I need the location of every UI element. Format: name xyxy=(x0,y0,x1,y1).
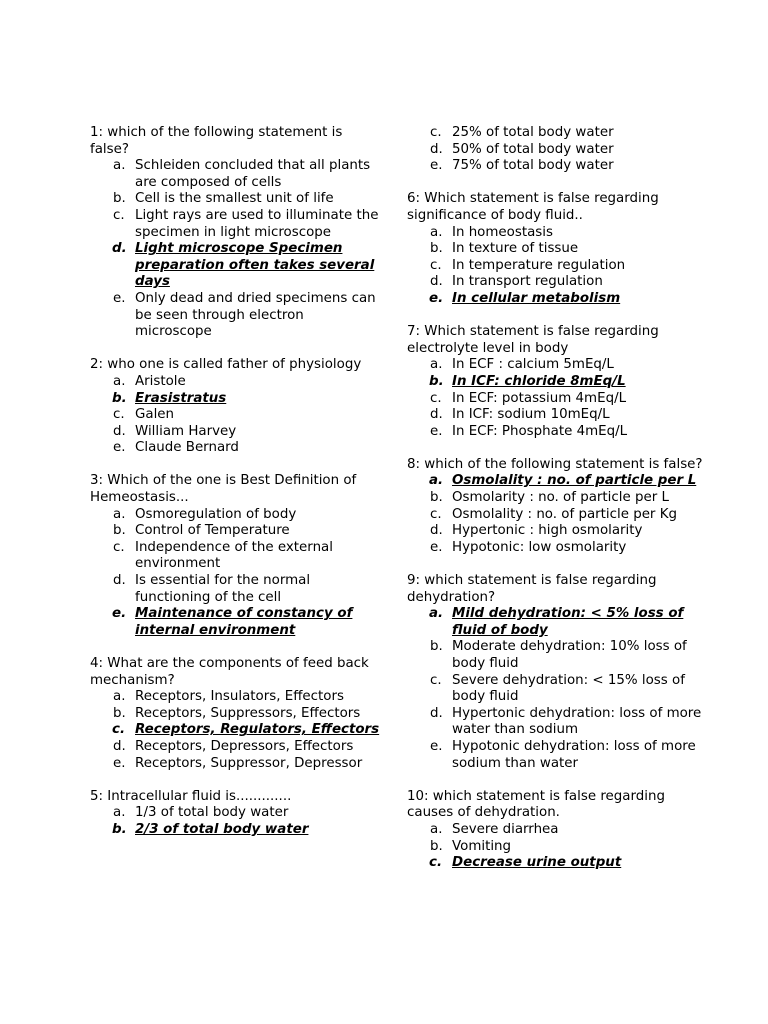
answer-option xyxy=(90,507,380,524)
option-text: Hypotonic dehydration: loss of more sodium than water xyxy=(452,738,696,771)
answer-option xyxy=(407,507,707,524)
answer-option-correct xyxy=(407,374,707,391)
answer-option-correct xyxy=(90,822,380,839)
option-text: Osmoregulation of body xyxy=(135,506,297,522)
answer-option xyxy=(90,440,380,457)
question-stem: 9: which statement is false regarding dehydration? xyxy=(407,573,657,605)
option-text: Hypertonic dehydration: loss of more water than sodium xyxy=(452,705,702,738)
option-text: Severe diarrhea xyxy=(452,821,559,837)
option-letter: b. xyxy=(430,490,443,506)
option-letter: e. xyxy=(113,290,126,306)
option-text: Erasistratus xyxy=(135,390,227,406)
option-letter: d. xyxy=(113,573,126,589)
answer-option xyxy=(90,191,380,208)
answer-option-correct xyxy=(90,391,380,408)
question-block xyxy=(407,191,707,307)
question-stem: 7: Which statement is false regarding electrolyte level in body xyxy=(407,324,659,356)
option-letter: b. xyxy=(113,523,126,539)
option-text: In temperature regulation xyxy=(452,257,626,273)
question-stem: 8: which of the following statement is false? xyxy=(407,456,703,472)
option-letter: c. xyxy=(430,390,442,406)
answer-option xyxy=(90,573,380,606)
option-text: In ICF: sodium 10mEq/L xyxy=(452,407,610,423)
question-block xyxy=(90,125,380,341)
option-text: In ECF: Phosphate 4mEq/L xyxy=(452,423,628,439)
answer-option xyxy=(407,822,707,839)
option-letter: a. xyxy=(113,506,126,522)
option-text: Control of Temperature xyxy=(135,523,290,539)
option-letter: e. xyxy=(429,290,444,306)
answer-option xyxy=(407,490,707,507)
option-text: 75% of total body water xyxy=(452,158,614,174)
answer-option xyxy=(407,639,707,672)
question-block xyxy=(90,789,380,839)
option-letter: a. xyxy=(113,373,126,389)
option-letter: c. xyxy=(430,257,442,273)
option-text: Receptors, Suppressors, Effectors xyxy=(135,705,361,721)
option-text: Osmolality : no. of particle per L xyxy=(452,473,697,489)
option-letter: a. xyxy=(429,473,444,489)
option-text: Galen xyxy=(135,407,175,423)
answer-option xyxy=(90,540,380,573)
answer-option-correct xyxy=(407,291,707,308)
option-letter: b. xyxy=(112,821,127,837)
answer-option xyxy=(90,706,380,723)
answer-option xyxy=(90,407,380,424)
answer-option xyxy=(407,357,707,374)
option-letter: e. xyxy=(430,423,443,439)
question-stem: 2: who one is called father of physiology xyxy=(90,357,362,373)
answer-option xyxy=(90,208,380,241)
option-text: 1/3 of total body water xyxy=(135,805,289,821)
answer-option xyxy=(90,374,380,391)
answer-option-correct xyxy=(90,241,380,291)
answer-option xyxy=(407,706,707,739)
answer-option-correct xyxy=(407,473,707,490)
option-text: Severe dehydration: < 15% loss of body fluid xyxy=(452,672,685,705)
answer-option xyxy=(407,424,707,441)
option-letter: c. xyxy=(430,672,442,688)
answer-option xyxy=(407,523,707,540)
option-text: 2/3 of total body water xyxy=(135,821,309,837)
question-block xyxy=(407,573,707,772)
answer-option xyxy=(90,424,380,441)
option-letter: c. xyxy=(430,506,442,522)
option-letter: e. xyxy=(430,539,443,555)
option-text: Is essential for the normal functioning of the cell xyxy=(135,573,311,605)
question-block xyxy=(407,789,707,872)
option-text: Decrease urine output xyxy=(452,855,622,871)
option-letter: c. xyxy=(112,722,126,738)
option-text: In transport regulation xyxy=(452,274,603,290)
option-text: Light microscope Specimen preparation often takes several days xyxy=(135,241,375,290)
answer-option xyxy=(407,839,707,856)
answer-option xyxy=(90,739,380,756)
answer-option xyxy=(407,673,707,706)
option-letter: b. xyxy=(113,705,126,721)
option-letter: a. xyxy=(430,821,443,837)
option-text: Schleiden concluded that all plants are composed of cells xyxy=(135,158,371,190)
answer-option xyxy=(407,241,707,258)
option-letter: d. xyxy=(113,423,126,439)
answer-option xyxy=(407,407,707,424)
question-block xyxy=(407,324,707,440)
option-letter: b. xyxy=(430,838,443,854)
option-text: Receptors, Depressors, Effectors xyxy=(135,738,354,754)
question-block xyxy=(90,656,380,772)
option-letter: d. xyxy=(430,523,443,539)
answer-option-correct xyxy=(407,606,707,639)
option-text: In cellular metabolism xyxy=(452,290,621,306)
option-text: Only dead and dried specimens can be seen through electron microscope xyxy=(135,290,376,340)
option-letter: e. xyxy=(430,738,443,754)
option-letter: b. xyxy=(112,390,127,406)
option-text: Osmolality : no. of particle per Kg xyxy=(452,506,677,522)
question-block xyxy=(90,473,380,639)
option-text: Receptors, Regulators, Effectors xyxy=(135,722,380,738)
option-text: In homeostasis xyxy=(452,224,553,240)
option-letter: e. xyxy=(113,440,126,456)
option-text: Vomiting xyxy=(452,838,512,854)
option-text: Claude Bernard xyxy=(135,440,239,456)
option-text: Maintenance of constancy of internal environment xyxy=(135,606,353,638)
answer-option xyxy=(407,125,707,142)
option-text: In ICF: chloride 8mEq/L xyxy=(452,373,626,389)
answer-option xyxy=(407,540,707,557)
question-block xyxy=(407,457,707,557)
left-column xyxy=(90,125,380,855)
option-letter: c. xyxy=(429,855,443,871)
right-column xyxy=(407,125,707,888)
answer-option xyxy=(90,158,380,191)
option-text: 25% of total body water xyxy=(452,125,614,140)
option-text: Mild dehydration: < 5% loss of fluid of body xyxy=(452,606,684,638)
option-letter: d. xyxy=(430,274,443,290)
option-letter: c. xyxy=(113,407,125,423)
question-stem: 3: Which of the one is Best Definition of Hemeostasis... xyxy=(90,473,357,506)
answer-option xyxy=(407,258,707,275)
answer-option xyxy=(407,739,707,772)
option-letter: a. xyxy=(113,805,126,821)
answer-option xyxy=(90,689,380,706)
option-letter: a. xyxy=(113,689,126,705)
option-letter: c. xyxy=(113,207,125,223)
answer-option xyxy=(90,523,380,540)
option-text: Independence of the external environment xyxy=(135,539,333,572)
option-letter: d. xyxy=(430,407,443,423)
question-stem: 5: Intracellular fluid is............. xyxy=(90,788,292,804)
option-letter: a. xyxy=(429,606,444,622)
answer-option xyxy=(90,756,380,773)
question-block xyxy=(407,125,707,175)
option-letter: d. xyxy=(112,241,127,257)
option-letter: a. xyxy=(113,158,126,174)
option-text: Light rays are used to illuminate the specimen in light microscope xyxy=(135,207,379,240)
answer-option-correct xyxy=(407,855,707,872)
option-text: William Harvey xyxy=(135,423,237,439)
option-text: Cell is the smallest unit of life xyxy=(135,191,334,207)
question-stem: 6: Which statement is false regarding significance of body fluid.. xyxy=(407,191,659,223)
option-text: Aristole xyxy=(135,373,186,389)
answer-option xyxy=(407,158,707,175)
option-letter: b. xyxy=(430,241,443,257)
option-letter: c. xyxy=(113,539,125,555)
option-letter: b. xyxy=(430,639,443,655)
option-letter: d. xyxy=(430,705,443,721)
option-letter: e. xyxy=(113,755,126,771)
option-text: Receptors, Insulators, Effectors xyxy=(135,689,344,705)
option-letter: b. xyxy=(113,191,126,207)
option-letter: b. xyxy=(429,373,444,389)
option-letter: c. xyxy=(430,125,442,140)
answer-option xyxy=(90,291,380,341)
option-text: Receptors, Suppressor, Depressor xyxy=(135,755,363,771)
option-letter: a. xyxy=(430,224,443,240)
option-letter: d. xyxy=(113,738,126,754)
question-stem: 1: which of the following statement is false? xyxy=(90,125,343,157)
option-letter: d. xyxy=(430,141,443,157)
option-letter: e. xyxy=(112,606,127,622)
option-letter: e. xyxy=(430,158,443,174)
option-text: 50% of total body water xyxy=(452,141,614,157)
option-text: Hypotonic: low osmolarity xyxy=(452,539,627,555)
option-letter: a. xyxy=(430,357,443,373)
question-stem: 10: which statement is false regarding causes of dehydration. xyxy=(407,788,665,821)
option-text: Moderate dehydration: 10% loss of body fluid xyxy=(452,639,687,671)
answer-option xyxy=(407,274,707,291)
option-text: In texture of tissue xyxy=(452,241,579,257)
question-block xyxy=(90,357,380,457)
answer-option xyxy=(407,142,707,159)
option-text: Osmolarity : no. of particle per L xyxy=(452,490,669,506)
option-text: Hypertonic : high osmolarity xyxy=(452,523,643,539)
answer-option-correct xyxy=(90,722,380,739)
answer-option xyxy=(90,805,380,822)
answer-option-correct xyxy=(90,606,380,639)
answer-option xyxy=(407,391,707,408)
answer-option xyxy=(407,225,707,242)
option-text: In ECF: potassium 4mEq/L xyxy=(452,390,627,406)
option-text: In ECF : calcium 5mEq/L xyxy=(452,357,614,373)
question-stem: 4: What are the components of feed back mechanism? xyxy=(90,656,369,688)
